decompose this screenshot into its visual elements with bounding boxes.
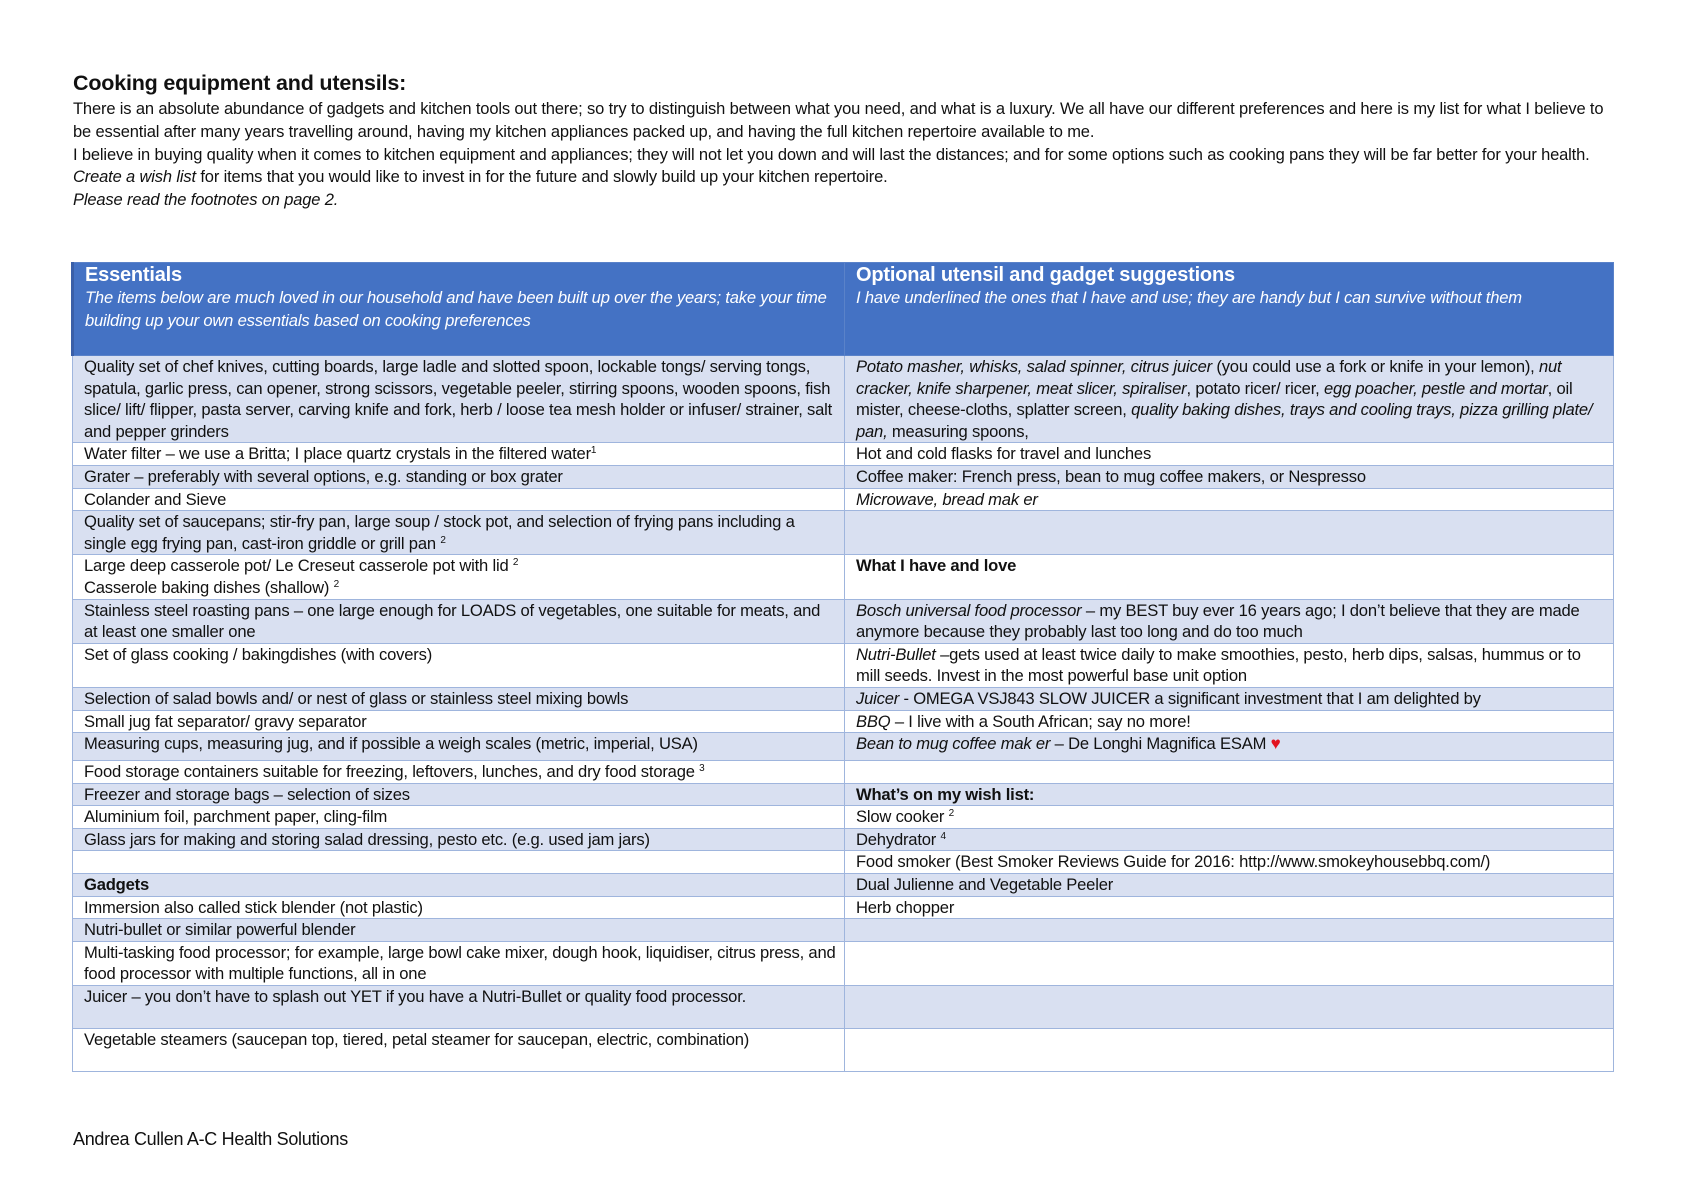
- optional-cell: [845, 941, 1614, 985]
- essential-cell: [73, 761, 845, 784]
- table-row: [73, 828, 1614, 851]
- optional-cell: [845, 733, 1614, 761]
- table-row: [73, 941, 1614, 985]
- cell-text: Slow cooker: [856, 807, 949, 827]
- footnote-ref: 1: [590, 445, 597, 457]
- optional-cell: [845, 986, 1614, 1029]
- cell-text: – I live with a South African; say no more!: [890, 711, 1191, 731]
- product-name: Bean to mug coffee mak er: [856, 734, 1051, 754]
- optional-text-italic: Potato masher, whisks, salad spinner, citrus juicer: [856, 357, 1212, 376]
- cell-text: – my BEST buy ever 16 years ago; I don’t believe that they are made anymore because they probably last too long and do too much: [856, 600, 1580, 642]
- essential-cell: Measuring cups, measuring jug, and if possible a weigh scales (metric, imperial, USA): [73, 733, 845, 761]
- cell-text: Quality set of saucepans; stir-fry pan, large soup / stock pot, and selection of frying pans including a single egg frying pan, cast-iron griddle or grill pan: [84, 512, 795, 553]
- cell-text: –gets used at least twice daily to make smoothies, pesto, herb dips, salsas, hummus or to mill seeds. Invest in the most powerful base unit option: [856, 644, 1581, 686]
- cell-text: - OMEGA VSJ843 SLOW JUICER a significant investment that I am delighted by: [899, 688, 1481, 708]
- footnote-ref: 2: [440, 534, 446, 546]
- footnote-ref: 2: [333, 578, 339, 590]
- page-title: Cooking equipment and utensils:: [73, 71, 407, 95]
- footnote-ref: 4: [940, 830, 946, 842]
- table-row: [73, 599, 1614, 643]
- optional-cell: [845, 599, 1614, 643]
- table-row: [73, 761, 1614, 784]
- table-row: [73, 710, 1614, 733]
- essential-cell: Selection of salad bowls and/ or nest of glass or stainless steel mixing bowls: [73, 687, 845, 710]
- section-heading-have-and-love: What I have and love: [845, 555, 1614, 599]
- cell-text: Casserole baking dishes (shallow): [84, 577, 334, 597]
- essential-cell: Colander and Sieve: [73, 488, 845, 511]
- document-page: [73, 70, 1613, 212]
- table-row: [73, 783, 1614, 806]
- intro-text: [73, 98, 1613, 212]
- essential-cell: Aluminium foil, parchment paper, cling-film: [73, 806, 845, 829]
- table-row: [73, 851, 1614, 874]
- heart-icon: ♥: [1270, 734, 1281, 754]
- table-row: [73, 986, 1614, 1029]
- product-name: Nutri-Bullet: [856, 644, 936, 664]
- equipment-table: [71, 262, 1614, 1072]
- optional-cell: [845, 356, 1614, 443]
- essential-cell: Immersion also called stick blender (not plastic): [73, 896, 845, 919]
- essentials-heading: Essentials: [85, 264, 182, 286]
- optional-cell: [845, 643, 1614, 687]
- optional-text: measuring spoons,: [887, 421, 1029, 441]
- table-row: [73, 643, 1614, 687]
- cell-text: Food storage containers suitable for freezing, leftovers, lunches, and dry food storage: [84, 762, 700, 782]
- intro-paragraph-3: [73, 189, 1613, 212]
- page-footer: Andrea Cullen A-C Health Solutions: [73, 1129, 348, 1149]
- footnote-ref: 2: [948, 808, 954, 820]
- table-row: [73, 443, 1614, 466]
- footnote-ref: 2: [512, 557, 519, 569]
- optional-cell: [845, 511, 1614, 555]
- intro-p2-text-end: for items that you would like to invest in for the future and slowly build up your kitchen repertoire.: [195, 168, 888, 187]
- essential-cell: Nutri-bullet or similar powerful blender: [73, 919, 845, 942]
- footnote-ref: 3: [699, 763, 705, 775]
- optional-subheading: I have underlined the ones that I have and use; they are handy but I can survive without them: [856, 288, 1522, 307]
- product-name: Juicer: [856, 688, 900, 708]
- cell-text: Dehydrator: [856, 829, 941, 849]
- section-heading-wish-list: What’s on my wish list:: [845, 783, 1614, 806]
- optional-text-italic: nut cracker, knife sharpener, meat slicer, spiraliser: [856, 357, 1562, 398]
- essential-cell: Glass jars for making and storing salad dressing, pesto etc. (e.g. used jam jars): [73, 828, 845, 851]
- essential-cell: Stainless steel roasting pans – one large enough for LOADS of vegetables, one suitable for meats, and at least one smaller one: [73, 599, 845, 643]
- optional-text-italic: quality baking dishes, trays and cooling trays, pizza grilling plate/ pan,: [856, 400, 1593, 441]
- optional-cell: [845, 710, 1614, 733]
- essential-cell: Freezer and storage bags – selection of sizes: [73, 783, 845, 806]
- table-row: [73, 806, 1614, 829]
- table-row: [73, 555, 1614, 599]
- optional-cell: [845, 828, 1614, 851]
- table-row: [73, 1029, 1614, 1072]
- optional-text: , potato ricer/ ricer,: [1186, 378, 1324, 398]
- table-row: [73, 511, 1614, 555]
- table-header-row: [73, 263, 1614, 356]
- optional-cell: [845, 761, 1614, 784]
- intro-p2-emphasis: Create a wish list: [73, 168, 196, 187]
- optional-cell: [845, 1029, 1614, 1072]
- table-row: [73, 896, 1614, 919]
- essential-cell: Juicer – you don’t have to splash out YET if you have a Nutri-Bullet or quality food processor.: [73, 986, 845, 1029]
- product-name: BBQ: [856, 711, 891, 731]
- intro-paragraph-1: There is an absolute abundance of gadgets and kitchen tools out there; so try to distinguish between what you need, and what is a luxury. We all have our different preferences and here is my list for what I believe to be essential after many years travelling around, having my kitchen appliances packed up, and having the full kitchen repertoire available to me.: [73, 100, 1604, 141]
- intro-paragraph-2: [73, 144, 1613, 190]
- cell-text: – De Longhi Magnifica ESAM: [1050, 734, 1271, 754]
- optional-cell: [845, 687, 1614, 710]
- optional-cell: [845, 806, 1614, 829]
- table-row: [73, 874, 1614, 897]
- header-optional: [845, 263, 1614, 356]
- essential-cell: Quality set of chef knives, cutting boards, large ladle and slotted spoon, lockable tongs/ serving tongs, spatula, garlic press, can opener, strong scissors, vegetable peeler, stirring spoons, wooden spoons, fish slice/ lift/ flipper, pasta server, carving knife and fork, herb / loose tea mesh holder or infuser/ strainer, salt and pepper grinders: [73, 356, 845, 443]
- essential-cell: [73, 443, 845, 466]
- table-row: [73, 919, 1614, 942]
- footnote-note: Please read the footnotes on page 2.: [73, 191, 339, 210]
- intro-p2-text: I believe in buying quality when it comes to kitchen equipment and appliances; they will not let you down and will last the distances; and for some options such as cooking pans they will be far better for your health.: [73, 145, 1590, 164]
- optional-cell: Microwave, bread mak er: [845, 488, 1614, 511]
- table-row: [73, 488, 1614, 511]
- optional-heading: Optional utensil and gadget suggestions: [856, 264, 1235, 286]
- table-row: [73, 465, 1614, 488]
- essential-cell: Small jug fat separator/ gravy separator: [73, 710, 845, 733]
- optional-cell: Food smoker (Best Smoker Reviews Guide for 2016: http://www.smokeyhousebbq.com/): [845, 851, 1614, 874]
- optional-cell: Coffee maker: French press, bean to mug coffee makers, or Nespresso: [845, 465, 1614, 488]
- optional-cell: Hot and cold flasks for travel and lunches: [845, 443, 1614, 466]
- essential-cell: [73, 511, 845, 555]
- optional-text-italic: egg poacher, pestle and mortar: [1323, 378, 1548, 398]
- product-name: Bosch universal food processor: [856, 600, 1082, 620]
- essential-cell: [73, 851, 845, 874]
- optional-text: (you could use a fork or knife in your lemon),: [1211, 357, 1539, 376]
- optional-text: , oil mister, cheese-cloths, splatter screen,: [856, 378, 1573, 420]
- essentials-subheading: The items below are much loved in our household and have been built up over the years; take your time building up your own essentials based on cooking preferences: [85, 288, 827, 330]
- optional-cell: Herb chopper: [845, 896, 1614, 919]
- essential-cell: Vegetable steamers (saucepan top, tiered, petal steamer for saucepan, electric, combination): [73, 1029, 845, 1072]
- essential-cell: Grater – preferably with several options, e.g. standing or box grater: [73, 465, 845, 488]
- optional-cell: [845, 919, 1614, 942]
- table-row: [73, 356, 1614, 443]
- optional-cell: Dual Julienne and Vegetable Peeler: [845, 874, 1614, 897]
- section-heading-gadgets: Gadgets: [73, 874, 845, 897]
- cell-text: Large deep casserole pot/ Le Creseut casserole pot with lid: [84, 556, 513, 576]
- table-row: [73, 687, 1614, 710]
- essential-cell: Set of glass cooking / bakingdishes (with covers): [73, 643, 845, 687]
- cell-text: Water filter – we use a Britta; I place quartz crystals in the filtered water: [84, 444, 591, 464]
- essential-cell: Multi-tasking food processor; for example, large bowl cake mixer, dough hook, liquidiser, citrus press, and food processor with multiple functions, all in one: [73, 941, 845, 985]
- header-essentials: [73, 263, 845, 356]
- essential-cell: [73, 555, 845, 599]
- table-row: [73, 733, 1614, 761]
